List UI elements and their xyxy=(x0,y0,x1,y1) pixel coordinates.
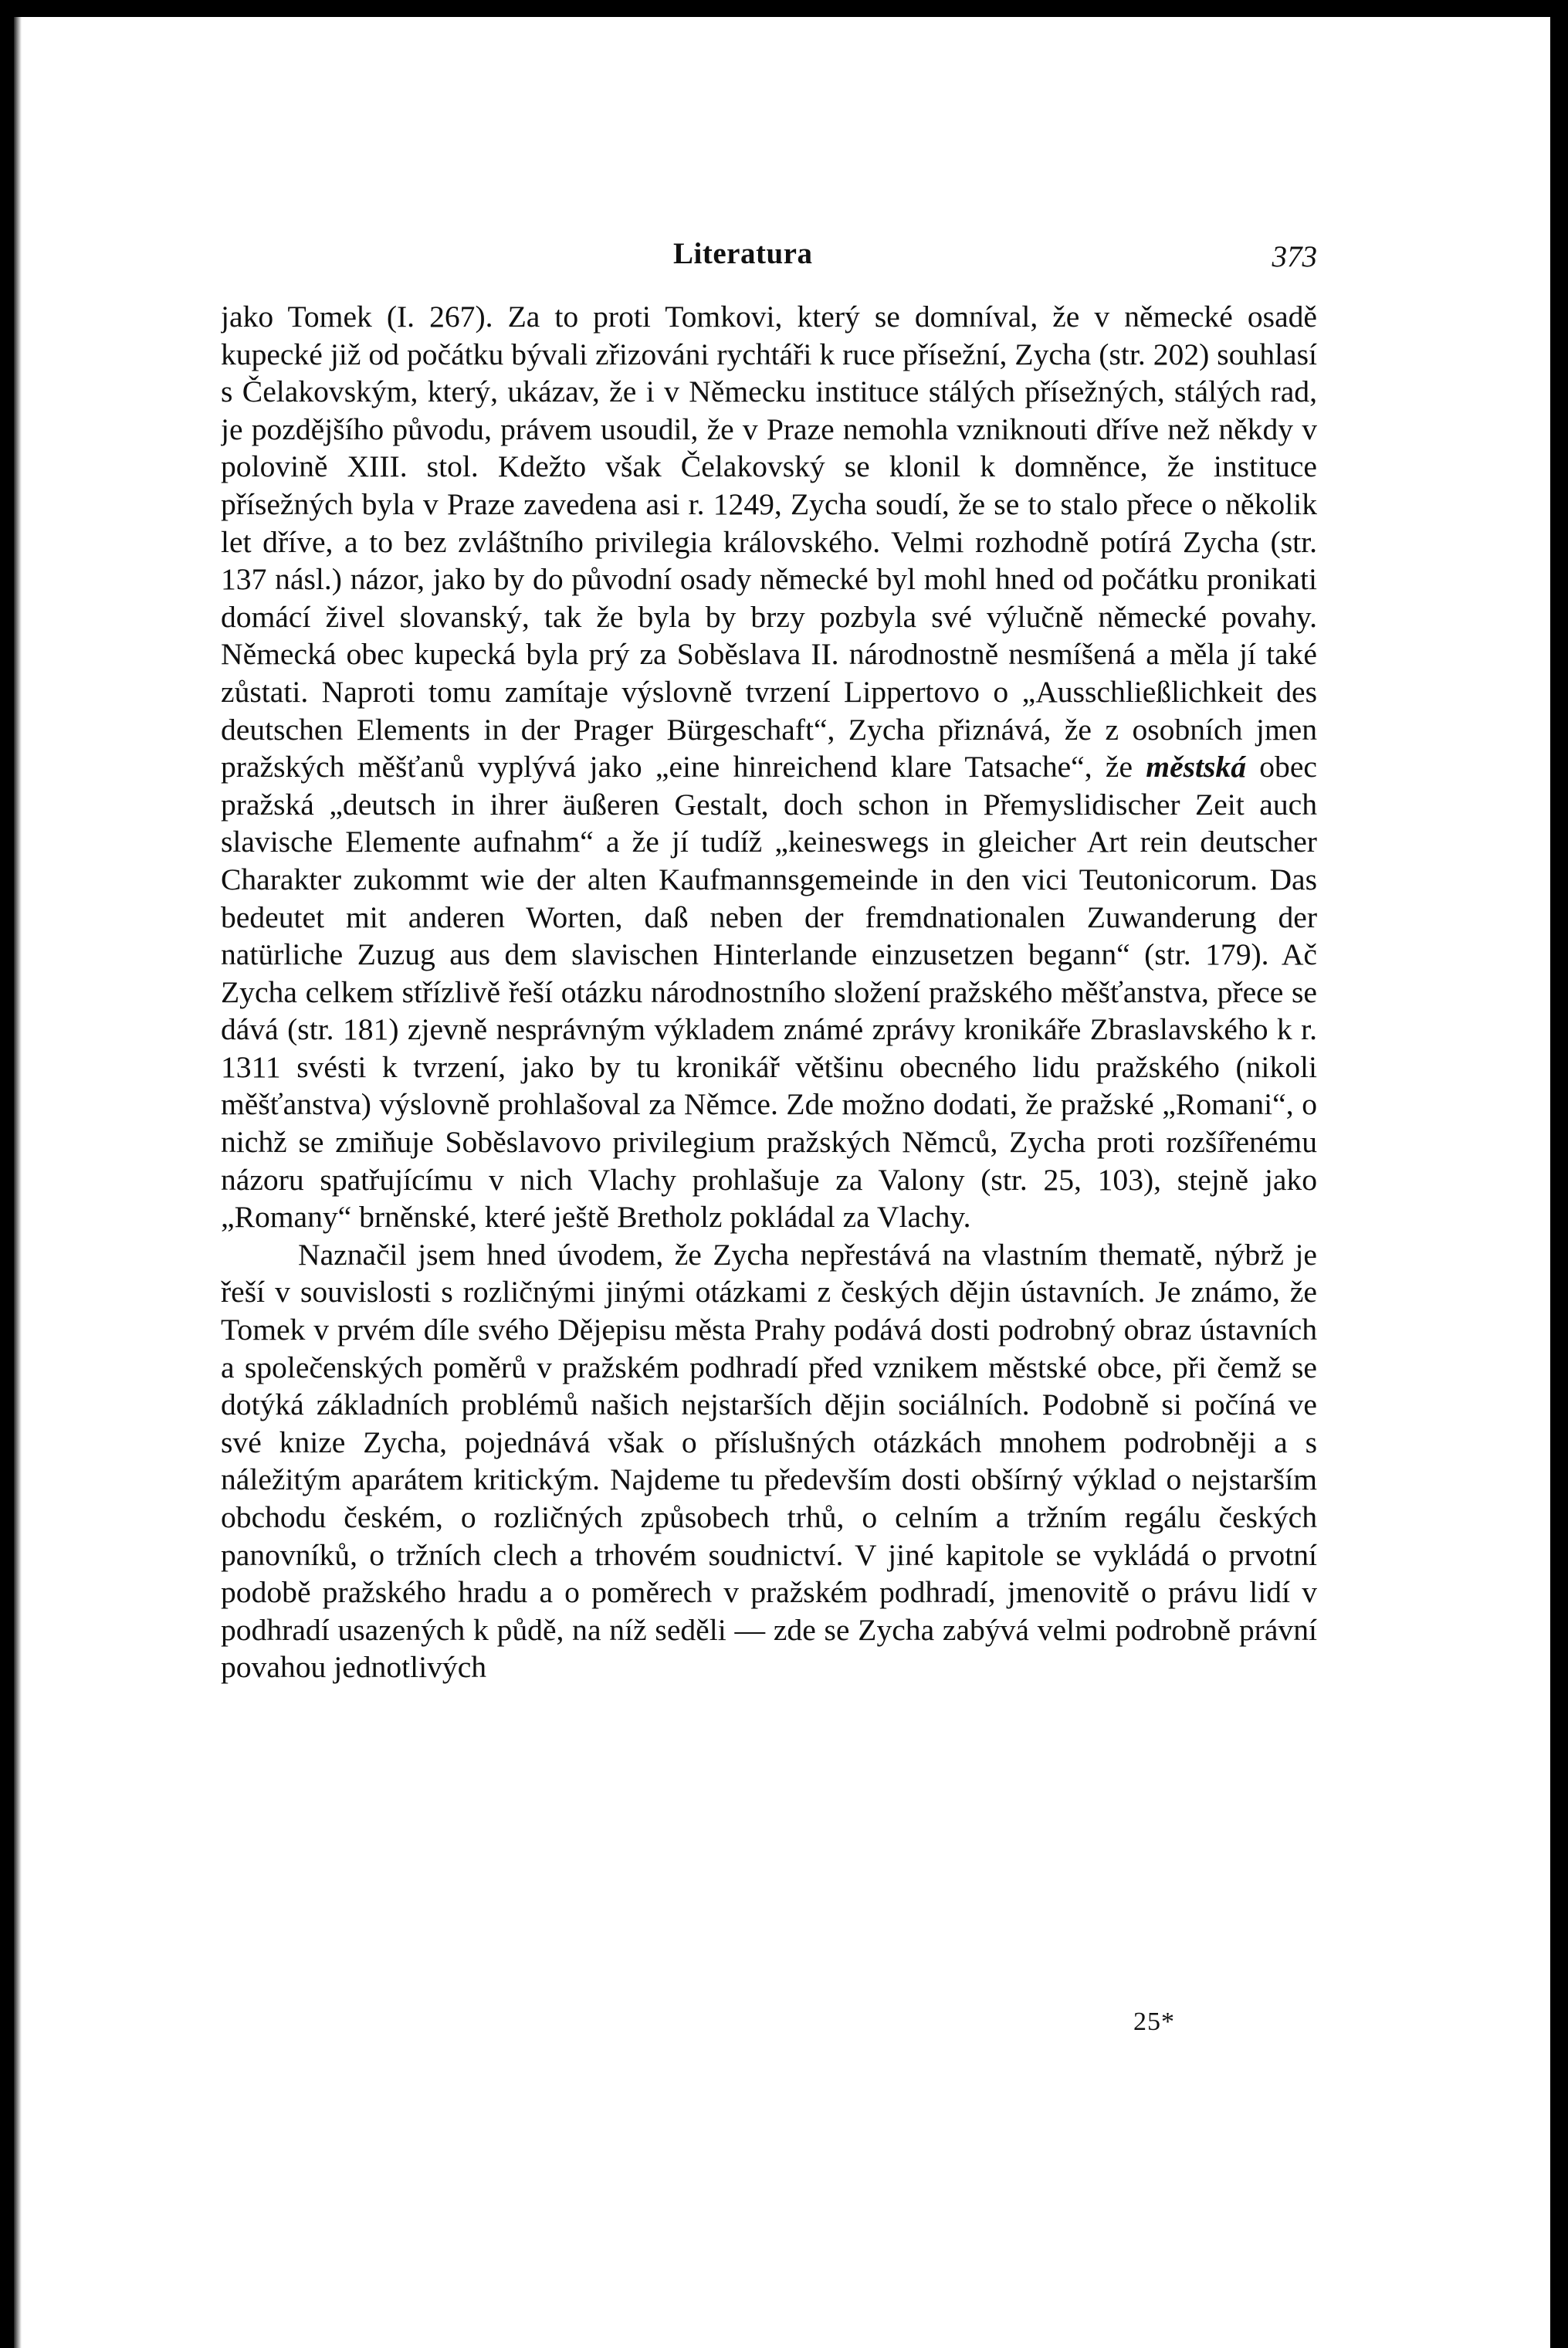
signature-mark: 25* xyxy=(1133,2007,1175,2036)
running-title: Literatura xyxy=(673,237,813,270)
scan-border-shadow xyxy=(14,17,22,2348)
emphasis-mestska: městská xyxy=(1146,750,1247,784)
body-text xyxy=(221,298,1317,2004)
paragraph-1-part-a: jako Tomek (I. 267). Za to proti Tomkovi, který se domníval, že v německé osadě kupecké již od počátku bývali zřizováni rychtáři k ruce přísežní, Zycha (str. 202) souhlasí s Čelakovským, který, ukázav, že i v Německu instituce stálých přísežných, stálých rad, je pozdějšího původu, právem usoudil, že v Praze nemohla vzniknouti dříve než někdy v polovině XIII. stol. Kdežto však Čelakovský se klonil k domněnce, že instituce přísežných byla v Praze zavedena asi r. 1249, Zycha soudí, že se to stalo přece o několik let dříve, a to bez zvláštního privilegia královského. Velmi rozhodně potírá Zycha (str. 137 násl.) názor, jako by do původní osady německé byl mohl hned od počátku pronikati domácí živel slovanský, tak že byla by brzy pozbyla své výlučně německé povahy. Německá obec kupecká byla prý za Soběslava II. národnostně nesmíšená a měla jí také zůstati. Naproti tomu zamítaje výslovně tvrzení Lippertovo o „Ausschließlichkeit des deutschen Elements in der Prager Bürgeschaft“, Zycha přiznává, že z osobních jmen pražských měšťanů vyplývá jako „eine hinreichend klare Tatsache“, že xyxy=(221,300,1317,784)
scan-border-top xyxy=(0,0,1568,17)
paragraph-1-part-b: obec pražská „deutsch in ihrer äußeren Gestalt, doch schon in Přemyslidischer Zeit auch slavische Elemente aufnahm“ a že jí tudíž „keineswegs in gleicher Art rein deutscher Charakter zukommt wie der alten Kaufmannsgemeinde in den vici Teutonicorum. Das bedeutet mit anderen Worten, daß neben der fremdnationalen Zuwanderung der natürliche Zuzug aus dem slavischen Hinterlande einzusetzen begann“ (str. 179). Ač Zycha celkem střízlivě řeší otázku národnostního složení pražského měšťanstva, přece se dává (str. 181) zjevně nesprávným výkladem známé zprávy kronikáře Zbraslavského k r. 1311 svésti k tvrzení, jako by tu kronikář většinu obecného lidu pražského (nikoli měšťanstva) výslovně prohlašoval za Němce. Zde možno dodati, že pražské „Romani“, o nichž se zmiňuje Soběslavovo privilegium pražských Němců, Zycha proti rozšířenému názoru spatřujícímu v nich Vlachy prohlašuje za Valony (str. 25, 103), stejně jako „Romany“ brněnské, které ještě Bretholz pokládal za Vlachy. xyxy=(221,750,1317,1235)
scan-border-left xyxy=(0,0,14,2348)
paragraph-2: Naznačil jsem hned úvodem, že Zycha nepřestává na vlastním thematě, nýbrž je řeší v souvislosti s rozličnými jinými otázkami z českých dějin ústavních. Je známo, že Tomek v prvém díle svého Dějepisu města Prahy podává dosti podrobný obraz ústavních a společenských poměrů v pražském podhradí před vznikem městské obce, při čemž se dotýká základních problémů našich nejstarších dějin sociálních. Podobně si počíná ve své knize Zycha, pojednává však o příslušných otázkách mnohem podrobněji a s náležitým aparátem kritickým. Najdeme tu především dosti obšírný výklad o nejstarším obchodu českém, o rozličných způsobech trhů, o celním a tržním regálu českých panovníků, o tržních clech a trhovém soudnictví. V jiné kapitole se vykládá o prvotní podobě pražského hradu a o poměrech v pražském podhradí, jmenovitě o právu lidí v podhradí usazených k půdě, na níž seděli — zde se Zycha zabývá velmi podrobně právní povahou jednotlivých xyxy=(221,1237,1317,1685)
page-number: 373 xyxy=(1272,240,1317,273)
running-header xyxy=(221,232,1317,278)
paragraph-1 xyxy=(221,298,1317,1236)
scan-border-right xyxy=(1550,0,1568,2348)
